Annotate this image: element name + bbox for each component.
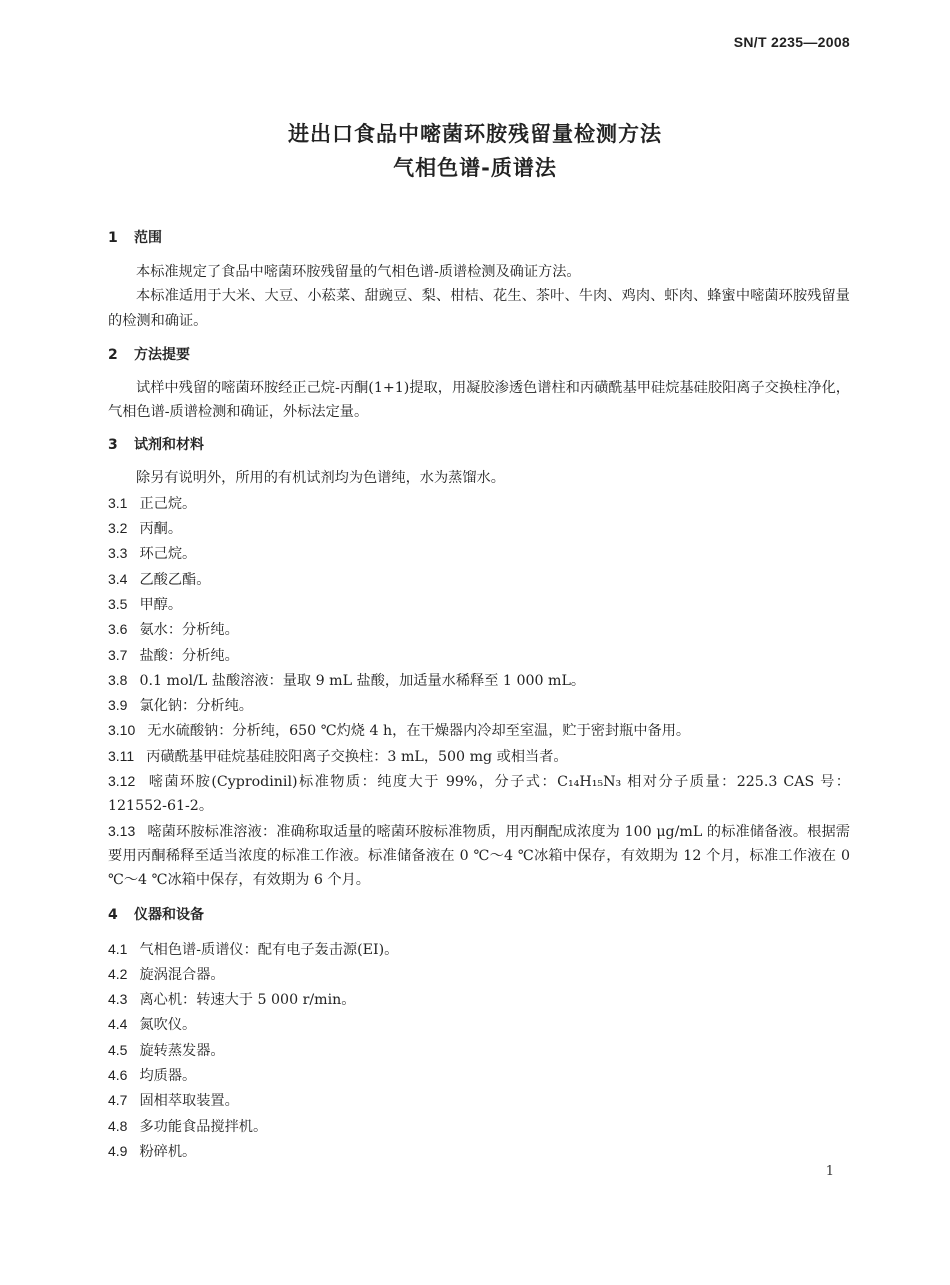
list-item — [108, 769, 850, 819]
item-number: 3.1 — [108, 494, 128, 511]
item-text: 乙酸乙酯。 — [139, 571, 211, 588]
item-text: 丙酮。 — [139, 521, 183, 538]
list-item — [108, 744, 850, 769]
item-number: 4.4 — [108, 1016, 128, 1033]
item-text: 氨水：分析纯。 — [139, 622, 239, 639]
section-title: 仪器和设备 — [134, 906, 204, 923]
list-item — [108, 1038, 850, 1063]
item-number: 3.7 — [108, 646, 128, 663]
paragraph: 本标准规定了食品中嘧菌环胺残留量的气相色谱-质谱检测及确证方法。 — [136, 264, 581, 280]
document-body — [108, 226, 850, 1164]
item-number: 3.3 — [108, 545, 128, 562]
paragraph: 除另有说明外，所用的有机试剂均为色谱纯，水为蒸馏水。 — [136, 470, 505, 487]
list-item — [108, 1139, 850, 1164]
item-number: 4.7 — [108, 1092, 128, 1109]
section-heading-apparatus — [108, 903, 850, 927]
section-heading-reagents — [108, 433, 850, 457]
list-item — [108, 693, 850, 718]
item-text: 嘧菌环胺标准溶液：准确称取适量的嘧菌环胺标准物质，用丙酮配成浓度为 100 μg/mL 的标准储备液。根据需要用丙酮稀释至适当浓度的标准工作液。标准储备液在 0 ℃～4 ℃冰箱中保存，有效期为 12 个月，标准工作液在 0 ℃～4 ℃冰箱中保存，有效期为 6 个月。 — [108, 823, 850, 889]
item-text: 氯化钠：分析纯。 — [139, 698, 253, 715]
item-text: 均质器。 — [139, 1068, 197, 1085]
list-item — [108, 718, 850, 743]
list-item — [108, 643, 850, 668]
item-number: 4.9 — [108, 1142, 128, 1159]
item-text: 气相色谱-质谱仪：配有电子轰击源(EI)。 — [139, 941, 399, 958]
item-text: 多功能食品搅拌机。 — [139, 1118, 268, 1135]
list-item — [108, 819, 850, 893]
section-title: 方法提要 — [134, 346, 190, 363]
list-item — [108, 592, 850, 617]
item-number: 3.5 — [108, 595, 128, 612]
item-text: 固相萃取装置。 — [139, 1093, 239, 1110]
list-item — [108, 541, 850, 566]
item-number: 3.10 — [108, 722, 136, 739]
section-number: 2 — [108, 346, 118, 363]
item-number: 4.6 — [108, 1067, 128, 1084]
item-number: 4.5 — [108, 1041, 128, 1058]
item-text: 粉碎机。 — [139, 1143, 197, 1160]
item-text: 正己烷。 — [139, 495, 197, 512]
item-text: 甲醇。 — [139, 596, 183, 613]
item-text: 丙磺酰基甲硅烷基硅胶阳离子交换柱：3 mL，500 mg 或相当者。 — [146, 748, 568, 765]
list-item — [108, 516, 850, 541]
page-number: 1 — [825, 1164, 834, 1179]
section-heading-principle — [108, 343, 850, 367]
document-title: 进出口食品中嘧菌环胺残留量检测方法 — [288, 122, 662, 146]
item-number: 3.11 — [108, 747, 135, 764]
item-text: 0.1 mol/L 盐酸溶液：量取 9 mL 盐酸，加适量水稀释至 1 000 mL。 — [139, 672, 586, 689]
list-item — [108, 1114, 850, 1139]
list-item — [108, 1063, 850, 1088]
section-number: 3 — [108, 437, 118, 454]
list-item — [108, 1012, 850, 1037]
item-number: 3.6 — [108, 621, 128, 638]
list-item — [108, 937, 850, 962]
item-number: 3.12 — [108, 773, 136, 790]
section-number: 4 — [108, 906, 118, 923]
item-number: 3.8 — [108, 671, 128, 688]
item-text: 离心机：转速大于 5 000 r/min。 — [139, 992, 356, 1009]
item-number: 3.4 — [108, 570, 128, 587]
standard-code: SN/T 2235—2008 — [733, 34, 850, 50]
list-item — [108, 668, 850, 693]
paragraph: 试样中残留的嘧菌环胺经正己烷-丙酮(1+1)提取，用凝胶渗透色谱柱和丙磺酰基甲硅烷基硅胶阳离子交换柱净化，气相色谱-质谱检测和确证，外标法定量。 — [108, 379, 850, 421]
section-title: 试剂和材料 — [134, 437, 204, 454]
item-number: 3.2 — [108, 520, 128, 537]
item-number: 4.3 — [108, 991, 128, 1008]
paragraph: 本标准适用于大米、大豆、小菘菜、甜豌豆、梨、柑桔、花生、茶叶、牛肉、鸡肉、虾肉、蜂蜜中嘧菌环胺残留量的检测和确证。 — [108, 288, 850, 329]
item-text: 无水硫酸钠：分析纯，650 ℃灼烧 4 h，在干燥器内冷却至室温，贮于密封瓶中备用。 — [147, 723, 691, 740]
item-number: 3.9 — [108, 697, 128, 714]
section-title: 范围 — [134, 230, 162, 246]
list-item — [108, 491, 850, 516]
item-text: 旋转蒸发器。 — [139, 1042, 225, 1059]
list-item — [108, 987, 850, 1012]
item-text: 氮吹仪。 — [139, 1017, 197, 1034]
section-number: 1 — [108, 230, 118, 246]
section-heading-scope — [108, 226, 850, 250]
item-text: 环己烷。 — [139, 546, 197, 563]
item-text: 旋涡混合器。 — [139, 966, 225, 983]
document-subtitle: 气相色谱-质谱法 — [393, 156, 557, 180]
list-item — [108, 567, 850, 592]
item-number: 4.2 — [108, 965, 128, 982]
list-item — [108, 962, 850, 987]
list-item — [108, 1088, 850, 1113]
item-text: 盐酸：分析纯。 — [139, 647, 239, 664]
item-number: 3.13 — [108, 822, 136, 839]
item-number: 4.8 — [108, 1117, 128, 1134]
item-number: 4.1 — [108, 940, 128, 957]
list-item — [108, 617, 850, 642]
item-text: 嘧菌环胺(Cyprodinil)标准物质：纯度大于 99%，分子式：C₁₄H₁₅N₃ 相对分子质量：225.3 CAS 号：121552-61-2。 — [108, 774, 850, 815]
